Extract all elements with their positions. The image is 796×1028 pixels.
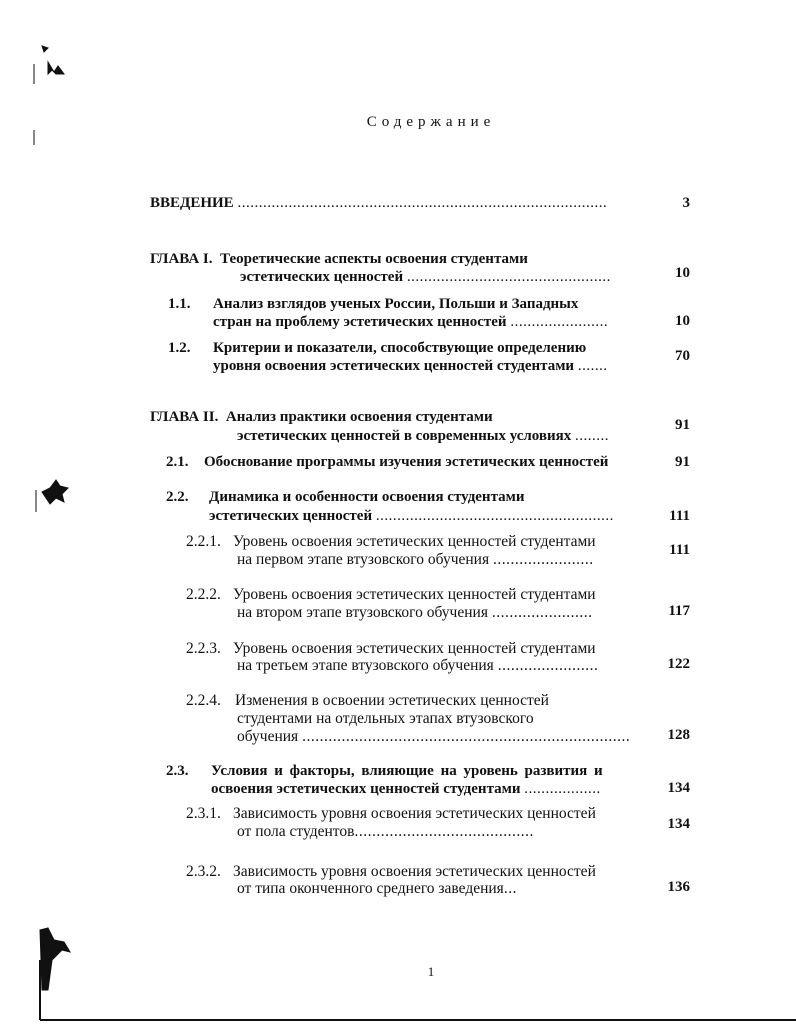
toc-ch1-line2 (240, 269, 611, 286)
toc-s2_2_4-number: 2.2.4. (186, 692, 221, 709)
toc-s2_2_3-title1: Уровень освоения эстетических ценностей студентами (233, 640, 596, 657)
toc-ch2-page: 91 (675, 417, 690, 433)
toc-s2_2_4-page: 128 (667, 727, 690, 743)
toc-s2_1-number: 2.1. (166, 454, 189, 470)
toc-s2_2_2-line2 (237, 604, 592, 622)
toc-s2_2_1-dots: ....................... (492, 551, 594, 568)
toc-s2_2_3-number: 2.2.3. (186, 640, 221, 657)
toc-ch1-line1 (150, 251, 528, 268)
toc-s2_3_2-line2 (237, 880, 517, 898)
toc-ch2-dots: ........ (575, 428, 610, 444)
toc-s2_3_1-title2: от пола студентов (237, 823, 355, 840)
page-title: Содержание (366, 114, 496, 130)
toc-ch1-title2: эстетических ценностей (240, 269, 404, 285)
toc-s2_3_1-page: 134 (667, 816, 690, 832)
toc-intro-page: 3 (682, 195, 690, 211)
toc-s1_1-dots: ....................... (510, 314, 609, 330)
toc-s2_2_3-dots: ....................... (497, 657, 599, 674)
toc-s1_1-title2: стран на проблему эстетических ценностей (213, 314, 507, 330)
toc-s2_2_2-number: 2.2.2. (186, 586, 221, 603)
toc-ch2-number: ГЛАВА II. (150, 409, 219, 425)
toc-s1_2-title2: уровня освоения эстетических ценностей студентами (213, 358, 575, 374)
toc-s2_3-number: 2.3. (166, 763, 189, 779)
toc-ch1-title1: Теоретические аспекты освоения студентами (220, 251, 528, 267)
toc-s2_2_1-number: 2.2.1. (186, 533, 221, 550)
toc-s2_2_1-title1: Уровень освоения эстетических ценностей студентами (233, 533, 596, 550)
toc-ch1-number: ГЛАВА I. (150, 251, 213, 267)
toc-s2_2_2-title1: Уровень освоения эстетических ценностей студентами (233, 586, 596, 603)
toc-s2_3_2-title1: Зависимость уровня освоения эстетических ценностей (233, 863, 596, 880)
toc-s2_3_1-line2 (237, 823, 534, 841)
toc-ch2-title1: Анализ практики освоения студентами (225, 409, 493, 425)
toc-ch1-dots: ................................................ (406, 269, 611, 285)
toc-entry-intro (150, 195, 607, 212)
toc-s1_2-dots: ....... (577, 358, 608, 374)
toc-s2_3_1-dots: ......................................... (354, 823, 534, 840)
toc-s2_2_3-page: 122 (667, 656, 690, 672)
toc-s2_2_4-title3: обучения (237, 728, 299, 745)
toc-s2_3_2-title2: от типа оконченного среднего заведения (237, 880, 504, 897)
toc-s2_3-line2 (211, 781, 601, 798)
toc-s2_2_4-line3 (237, 728, 630, 746)
page-number: 1 (427, 964, 435, 979)
toc-s2_2-page: 111 (669, 508, 690, 524)
toc-s1_1-page: 10 (675, 313, 690, 329)
toc-s1_1-number: 1.1. (168, 296, 191, 312)
toc-s1_1-title1: Анализ взглядов ученых России, Польши и Западных (213, 296, 579, 312)
toc-s2_2_3-line2 (237, 657, 598, 675)
toc-s2_2-title1: Динамика и особенности освоения студентами (209, 489, 525, 505)
toc-ch2-line2 (237, 428, 609, 445)
toc-s2_3_2-page: 136 (667, 879, 690, 895)
toc-s2_2-dots: ........................................................ (375, 508, 614, 524)
toc-s2_3_1-number: 2.3.1. (186, 805, 221, 822)
toc-s2_2_4-dots: ........................................................................... (302, 728, 631, 745)
toc-s2_2_4-title1: Изменения в освоении эстетических ценностей (235, 692, 549, 709)
toc-s1_2-page: 70 (675, 348, 690, 364)
toc-s2_2_1-line2 (237, 551, 594, 569)
toc-intro-dots: ....................................................................................... (237, 195, 608, 211)
toc-s2_3-title2: освоения эстетических ценностей студентами (211, 781, 521, 797)
toc-s2_3-page: 134 (667, 780, 690, 796)
toc-s2_2_1-page: 111 (669, 542, 690, 558)
toc-s2_2_1-title2: на первом этапе втузовского обучения (237, 551, 490, 568)
toc-s2_3_1-title1: Зависимость уровня освоения эстетических ценностей (233, 805, 596, 822)
toc-s2_2_3-title2: на третьем этапе втузовского обучения (237, 657, 494, 674)
toc-ch1-page: 10 (675, 265, 690, 281)
toc-s2_2-title2: эстетических ценностей (209, 508, 373, 524)
toc-s2_2_4-title2: студентами на отдельных этапах втузовского (237, 710, 534, 727)
toc-s2_3_2-dots: ... (503, 880, 517, 897)
toc-intro-label: ВВЕДЕНИЕ (150, 195, 234, 211)
toc-s2_1-page: 91 (675, 454, 690, 470)
toc-s1_1-line2 (213, 314, 608, 331)
toc-s1_2-number: 1.2. (168, 340, 191, 356)
toc-s2_3-dots: .................. (524, 781, 601, 797)
toc-s2_2_2-dots: ....................... (491, 604, 593, 621)
toc-ch2-line1 (150, 409, 493, 426)
toc-s2_3_2-number: 2.3.2. (186, 863, 221, 880)
toc-ch2-title2: эстетических ценностей в современных условиях (237, 428, 572, 444)
toc-s2_2_2-page: 117 (668, 603, 690, 619)
toc-s2_2-number: 2.2. (166, 489, 189, 505)
toc-s1_2-line2 (213, 358, 608, 375)
toc-s2_2_2-title2: на втором этапе втузовского обучения (237, 604, 488, 621)
toc-s2_2-line2 (209, 508, 614, 525)
toc-s2_3-title1: Условия и факторы, влияющие на уровень развития и (211, 763, 603, 779)
toc-s2_1-title1: Обоснование программы изучения эстетических ценностей (204, 454, 609, 470)
toc-s1_2-title1: Критерии и показатели, способствующие определению (213, 340, 587, 356)
